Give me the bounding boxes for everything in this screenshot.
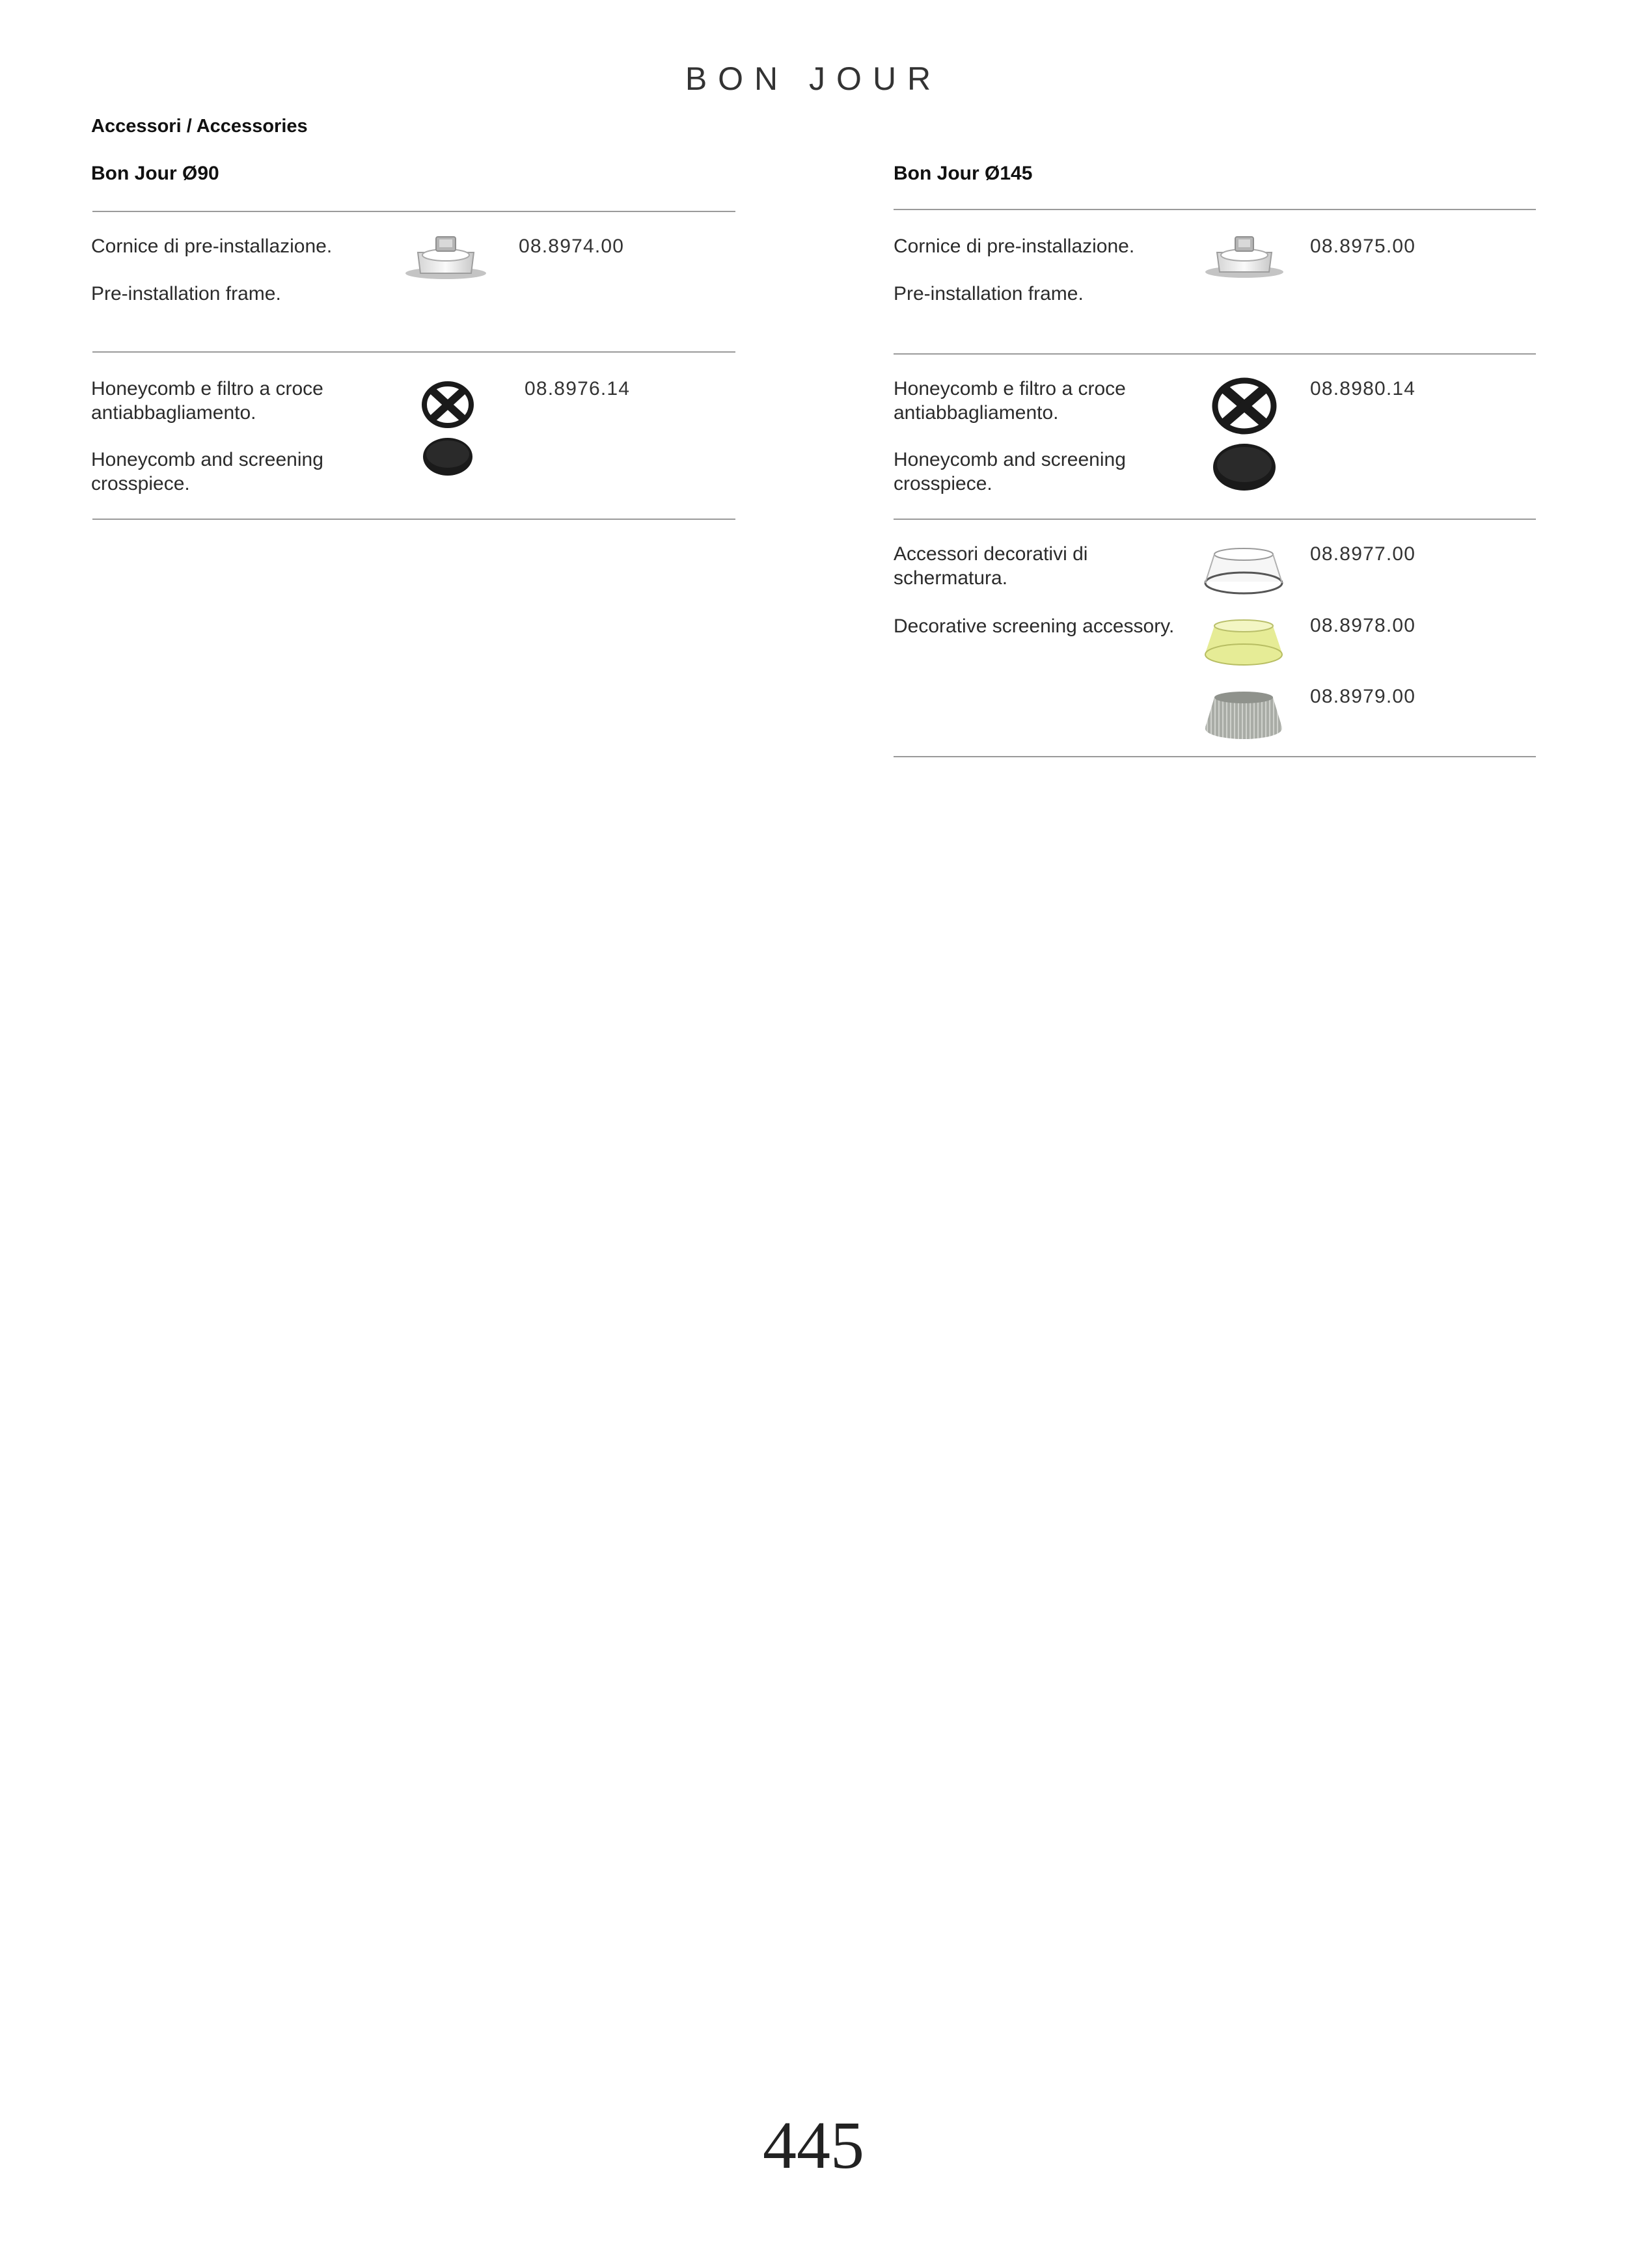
divider xyxy=(894,209,1536,210)
right-column-title: Bon Jour Ø145 xyxy=(894,163,1033,184)
pre-installation-frame-icon xyxy=(403,233,488,285)
row-description-it: Honeycomb e filtro a croce antiabbagliamento. xyxy=(91,378,323,424)
row-description-en: Pre-installation frame. xyxy=(894,283,1084,304)
row-description-it: Honeycomb e filtro a croce antiabbagliamento. xyxy=(894,378,1126,424)
row-description-en: Honeycomb and screening crosspiece. xyxy=(894,449,1126,494)
product-code: 08.8974.00 xyxy=(519,236,625,257)
left-column-title: Bon Jour Ø90 xyxy=(91,163,219,184)
product-code: 08.8975.00 xyxy=(1310,236,1416,257)
row-description-en: Pre-installation frame. xyxy=(91,283,281,304)
cross-filter-icon xyxy=(1212,377,1277,435)
divider xyxy=(92,211,735,212)
product-code: 08.8976.14 xyxy=(525,378,631,399)
pre-installation-frame-icon xyxy=(1204,233,1285,284)
product-code: 08.8977.00 xyxy=(1310,543,1416,565)
section-title: Accessori / Accessories xyxy=(91,116,308,137)
honeycomb-disc-icon xyxy=(422,435,474,478)
divider xyxy=(92,519,735,520)
row-description-en: Decorative screening accessory. xyxy=(894,615,1175,637)
product-code: 08.8979.00 xyxy=(1310,686,1416,707)
yellow-ring-icon xyxy=(1203,617,1285,669)
brand-title: BON JOUR xyxy=(685,61,942,97)
clear-ring-icon xyxy=(1203,545,1285,597)
cross-filter-icon xyxy=(422,381,474,428)
divider xyxy=(894,519,1536,520)
product-code: 08.8978.00 xyxy=(1310,615,1416,636)
page-number: 445 xyxy=(763,2108,864,2183)
row-description-it: Cornice di pre-installazione. xyxy=(91,236,333,257)
divider xyxy=(894,756,1536,757)
row-description-it: Accessori decorativi di schermatura. xyxy=(894,543,1088,589)
row-description-it: Cornice di pre-installazione. xyxy=(894,236,1135,257)
row-description-en: Honeycomb and screening crosspiece. xyxy=(91,449,323,494)
honeycomb-disc-icon xyxy=(1212,441,1277,492)
divider xyxy=(894,353,1536,355)
pleated-grey-ring-icon xyxy=(1203,688,1285,743)
product-code: 08.8980.14 xyxy=(1310,378,1416,399)
divider xyxy=(92,351,735,353)
